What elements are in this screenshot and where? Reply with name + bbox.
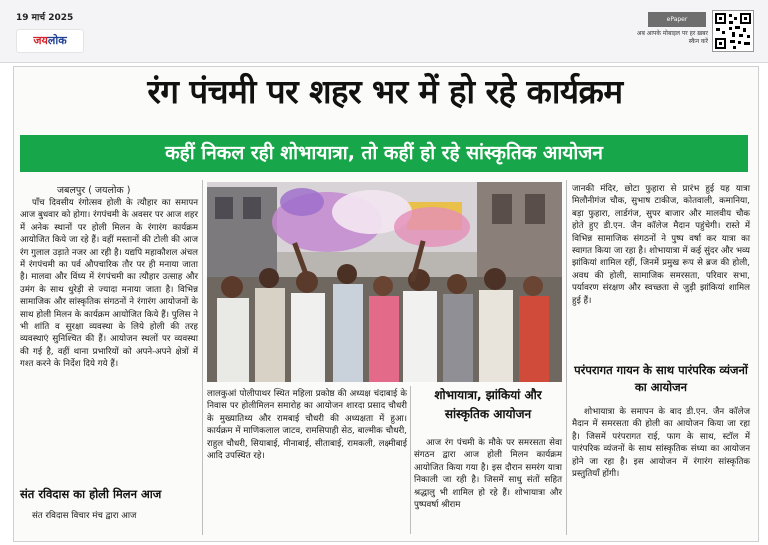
column-1-subhead: संत रविदास का होली मिलन आज [20, 487, 162, 501]
middle-right-text: आज रंग पंचमी के मौके पर समरसता सेवा संगठन द्वारा आज होली मिलन कार्यक्रम आयोजित किया गया है। इस दौरान समरंग यात्रा निकाली जा रही है। जिसमें साधु संतों सहित श्रद्धालु भी शामिल हो रहे हैं। शोभायात्रा और पुष्पवर्षा श्रीराम [414, 438, 562, 511]
column-3-text-2: शोभायात्रा के समापन के बाद डी.एन. जैन कॉलेज मैदान में समरसता की होली का आयोजन किया जा रहा है। जिसमें परंपरागत राई, फाग के साथ, स्टॉल में पारंपरिक व्यंजनों के साथ सांस्कृतिक संध्या का आयोजन होने जा रहा है। इस आयोजन में रंगारंग सांस्कृतिक प्रस्तुतियाँ होंगी। [572, 407, 750, 480]
crowd-photo [207, 182, 562, 382]
middle-subhead: शोभायात्रा, झांकियां और सांस्कृतिक आयोजन [434, 388, 542, 421]
column-3-subhead: परंपरागत गायन के साथ पारंपरिक व्यंजनों का आयोजन [574, 363, 748, 394]
column-1-text-2: संत रविदास विचार मंच द्वारा आज [32, 511, 137, 521]
subheadline-band: कहीं निकल रही शोभायात्रा, तो कहीं हो रहे सांस्कृतिक आयोजन [20, 135, 748, 172]
column-divider [410, 386, 411, 534]
headline: रंग पंचमी पर शहर भर में हो रहे कार्यक्रम [147, 72, 623, 111]
column-1-text: पाँच दिवसीय रंगोत्सव होली के त्यौहार का समापन आज बुधवार को होगा। रंगपंचमी के अवसर पर आज शहर में अनेक स्थानों पर होली मिलन के रंगारंग कार्यक्रम आयोजित किये जा रहे हैं। वहीं मस्तानों की टोली की आज रंग गुलाल उड़ाते नजर आ रही है। यद्यपि महाकौशल अंचल में रंगपंचमी का पर्व औपचारिक तौर पर ही मनाया जाता है। मालवा और विंध्य में रंगपंचमी का त्यौहार उत्साह और उमंग के साथ धुरेड़ी से ज्यादा मनाया जाता है। विभिन्न सामाजिक और सांस्कृतिक संगठनों ने रंगारंग आयोजनों के साथ होली मिलन के कार्यक्रम आयोजित किये हैं। पुलिस ने भी शांति व सुरक्षा व्यवस्था के लिये होली की तरह व्यवस्थाएं सुनिश्चित की हैं। आयोजन स्थलों पर व्यवस्था की गई है, वहीं थाना प्रभारियों को अपने-अपने क्षेत्रों में गश्त करने के निर्देश दिये गये हैं। [20, 198, 198, 370]
epaper-badge: ePaper [648, 12, 706, 27]
promo-text: अब आपके मोबाइल पर हर ख़बर स्कैन करें [636, 30, 708, 45]
edition-date: 19 मार्च 2025 [16, 13, 74, 23]
newspaper-logo: जयलोक [16, 29, 84, 53]
column-3-text: जानकी मंदिर, छोटा फुहारा से प्रारंभ हुई यह यात्रा मिलौनीगंज चौक, सुभाष टाकीज, कोतवाली, कमानिया, बड़ा फुहारा, लार्डगंज, सुपर बाजार और मालवीय चौक होते हुए डी.एन. जैन कॉलेज मैदान पहुंचेगी। रास्ते में विभिन्न सामाजिक संगठनों ने पुष्प वर्षा कर यात्रा का स्वागत किया जा रहा है। शोभायात्रा में कई सुंदर और भव्य झांकियां शामिल रहीं, जिनमें प्रमुख रूप से ब्रज की होली, अवध की होली, सामाजिक समरसता, परिवार सभा, पर्यावरण संरक्षण और स्वच्छता से जुड़ी झांकियां शामिल हुई हैं। [572, 184, 750, 306]
column-divider [566, 180, 567, 535]
qr-code-icon [712, 10, 754, 52]
column-divider [202, 180, 203, 535]
dateline: जबलपुर ( जयलोक ) [57, 185, 131, 196]
middle-left-text: लालकुआं पोलीपाथर स्थित महिला प्रकोष्ठ की अध्यक्ष चंदाबाई के निवास पर होलीमिलन समारोह का आयोजन शारदा प्रसाद चौधरी के मुख्यातिथ्य और रामबाई चौधरी की अध्यक्षता में हुआ। कार्यक्रम में माणिकलाल जाटव, रामसिपाही सेठ, बाल्मीक चौधरी, राहुल चौधरी, सियाबाई, मीनाबाई, सीताबाई, रामकली, लक्ष्मीबाई आदि उपस्थित रहे। [207, 389, 407, 462]
